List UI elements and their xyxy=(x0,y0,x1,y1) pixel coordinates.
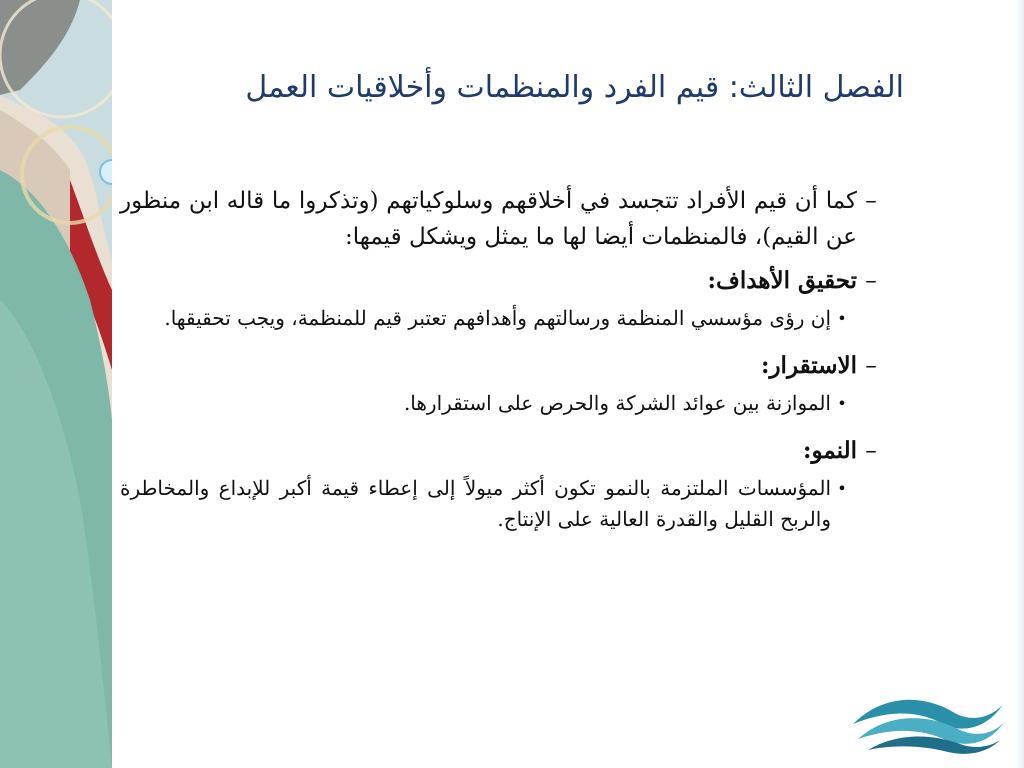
bullet-marker: • xyxy=(837,309,847,328)
section-heading-growth xyxy=(120,433,885,469)
section-heading-text: النمو: xyxy=(802,437,857,464)
section-bullet-text: إن رؤى مؤسسي المنظمة ورسالتهم وأهدافهم تعتبر قيم للمنظمة، ويجب تحقيقها. xyxy=(164,306,831,330)
dash-marker: – xyxy=(865,438,877,464)
intro-item xyxy=(120,183,885,255)
intro-text: كما أن قيم الأفراد تتجسد في أخلاقهم وسلوكياتهم (وتذكروا ما قاله ابن منظور عن القيم)، فالمنظمات أيضا لها ما يمثل ويشكل قيمها: xyxy=(120,188,857,250)
bullet-marker: • xyxy=(837,479,847,498)
section-heading-stability xyxy=(120,348,885,384)
dash-marker: – xyxy=(865,188,877,214)
section-bullet-text: الموازنة بين عوائد الشركة والحرص على استقرارها. xyxy=(403,391,831,415)
dash-marker: – xyxy=(865,268,877,294)
section-bullet-text: المؤسسات الملتزمة بالنمو تكون أكثر ميولاً إلى إعطاء قيمة أكبر للإبداع والمخاطرة والربح القليل والقدرة العالية على الإنتاج. xyxy=(120,476,831,531)
bullet-marker: • xyxy=(837,394,847,413)
section-heading-goals xyxy=(120,263,885,299)
left-decoration-art xyxy=(0,0,112,768)
slide-title: الفصل الثالث: قيم الفرد والمنظمات وأخلاقيات العمل xyxy=(245,70,904,105)
dash-marker: – xyxy=(865,353,877,379)
wave-logo-icon xyxy=(848,684,1008,754)
section-bullet-goals xyxy=(120,303,885,334)
section-heading-text: تحقيق الأهداف: xyxy=(707,267,857,294)
right-edge-shade xyxy=(1016,0,1024,768)
section-bullet-stability xyxy=(120,388,885,419)
section-heading-text: الاستقرار: xyxy=(760,352,857,379)
slide-content xyxy=(120,183,885,535)
section-bullet-growth xyxy=(120,473,885,535)
